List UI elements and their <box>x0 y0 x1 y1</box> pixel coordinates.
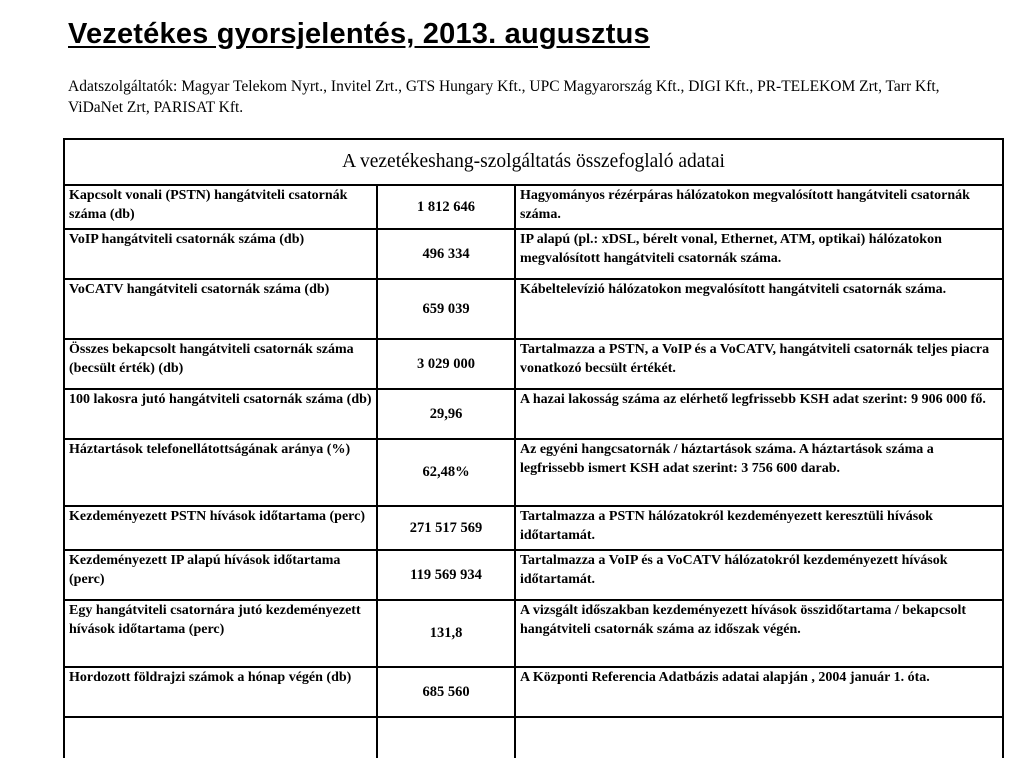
table-row <box>64 185 1003 229</box>
row-value: 685 560 <box>377 667 515 717</box>
table-row-cut-off <box>64 717 1003 758</box>
table-row <box>64 667 1003 717</box>
page-title: Vezetékes gyorsjelentés, 2013. augusztus <box>68 18 650 50</box>
empty-cell <box>515 717 1003 758</box>
table-row <box>64 506 1003 550</box>
row-value: 62,48% <box>377 439 515 506</box>
row-description: Az egyéni hangcsatornák / háztartások száma. A háztartások száma a legfrissebb ismert KSH adat szerint: 3 756 600 darab. <box>515 439 1003 506</box>
table-row <box>64 600 1003 667</box>
row-label: Kapcsolt vonali (PSTN) hangátviteli csatornák száma (db) <box>64 185 377 229</box>
row-description: Tartalmazza a PSTN hálózatokról kezdeményezett keresztüli hívások időtartamát. <box>515 506 1003 550</box>
table-row <box>64 339 1003 389</box>
row-label: 100 lakosra jutó hangátviteli csatornák száma (db) <box>64 389 377 439</box>
row-label: Kezdeményezett PSTN hívások időtartama (perc) <box>64 506 377 550</box>
table-row <box>64 389 1003 439</box>
row-description: IP alapú (pl.: xDSL, bérelt vonal, Ethernet, ATM, optikai) hálózatokon megvalósított hangátviteli csatornák száma. <box>515 229 1003 279</box>
row-description: Tartalmazza a PSTN, a VoIP és a VoCATV, hangátviteli csatornák teljes piacra vonatkozó becsült értékét. <box>515 339 1003 389</box>
row-value: 496 334 <box>377 229 515 279</box>
row-value: 271 517 569 <box>377 506 515 550</box>
row-description: Kábeltelevízió hálózatokon megvalósított hangátviteli csatornák száma. <box>515 279 1003 339</box>
empty-cell <box>64 717 377 758</box>
table-row <box>64 229 1003 279</box>
row-description: Hagyományos rézérpáras hálózatokon megvalósított hangátviteli csatornák száma. <box>515 185 1003 229</box>
row-value: 3 029 000 <box>377 339 515 389</box>
row-label: Háztartások telefonellátottságának aránya (%) <box>64 439 377 506</box>
summary-table <box>63 138 1004 758</box>
row-description: A Központi Referencia Adatbázis adatai alapján , 2004 január 1. óta. <box>515 667 1003 717</box>
row-label: VoIP hangátviteli csatornák száma (db) <box>64 229 377 279</box>
row-label: Kezdeményezett IP alapú hívások időtartama (perc) <box>64 550 377 600</box>
row-label: Egy hangátviteli csatornára jutó kezdeményezett hívások időtartama (perc) <box>64 600 377 667</box>
row-label: Hordozott földrajzi számok a hónap végén (db) <box>64 667 377 717</box>
row-label: VoCATV hangátviteli csatornák száma (db) <box>64 279 377 339</box>
table-row <box>64 279 1003 339</box>
row-value: 131,8 <box>377 600 515 667</box>
table-row <box>64 550 1003 600</box>
row-value: 1 812 646 <box>377 185 515 229</box>
row-value: 119 569 934 <box>377 550 515 600</box>
row-description: Tartalmazza a VoIP és a VoCATV hálózatokról kezdeményezett hívások időtartamát. <box>515 550 1003 600</box>
row-value: 29,96 <box>377 389 515 439</box>
row-description: A vizsgált időszakban kezdeményezett hívások összidőtartama / bekapcsolt hangátviteli csatornák száma az időszak végén. <box>515 600 1003 667</box>
table-caption: A vezetékeshang-szolgáltatás összefoglaló adatai <box>64 139 1003 185</box>
row-label: Összes bekapcsolt hangátviteli csatornák száma (becsült érték) (db) <box>64 339 377 389</box>
row-value: 659 039 <box>377 279 515 339</box>
row-description: A hazai lakosság száma az elérhető legfrissebb KSH adat szerint: 9 906 000 fő. <box>515 389 1003 439</box>
table-row <box>64 439 1003 506</box>
data-providers-text: Adatszolgáltatók: Magyar Telekom Nyrt., Invitel Zrt., GTS Hungary Kft., UPC Magyarország Kft., DIGI Kft., PR-TELEKOM Zrt, Tarr Kft, ViDaNet Zrt, PARISAT Kft. <box>68 78 940 116</box>
empty-cell <box>377 717 515 758</box>
